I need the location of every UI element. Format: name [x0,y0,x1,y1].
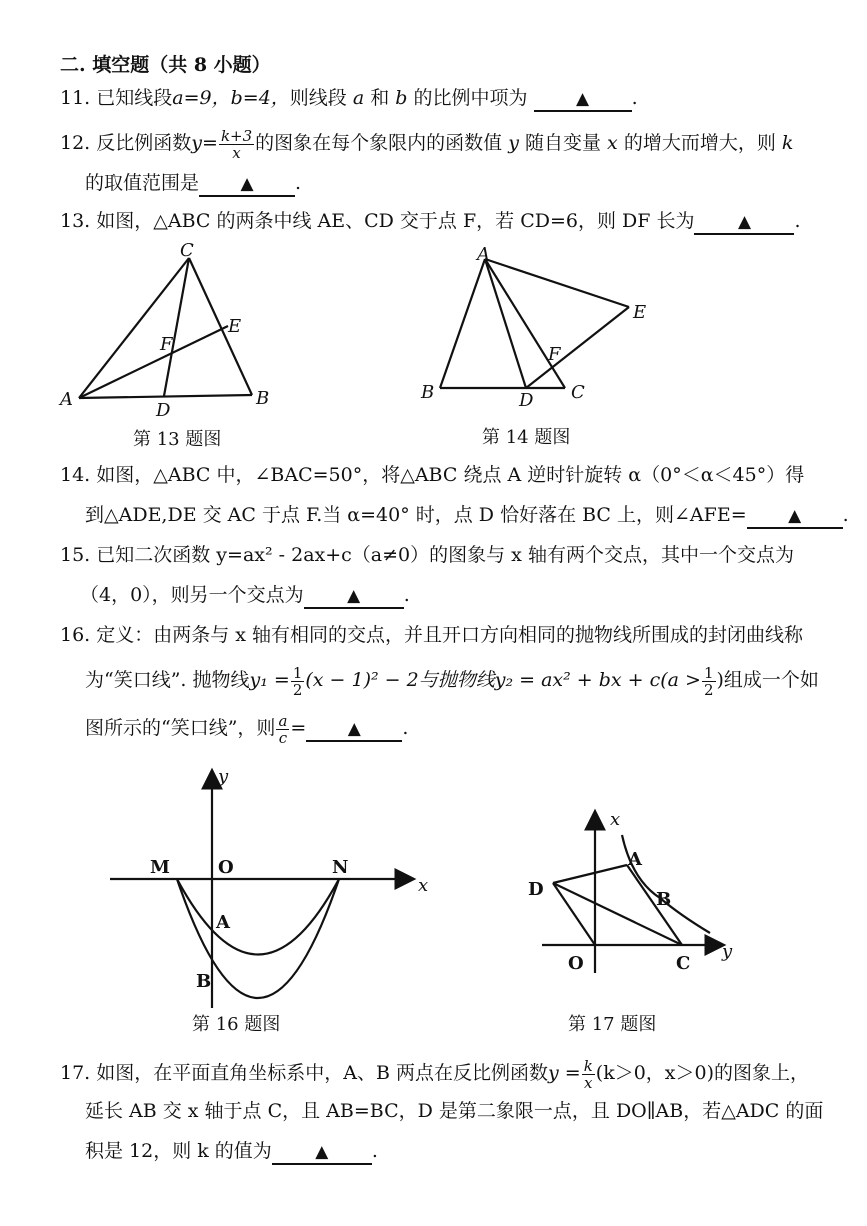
q12-k: k [781,132,794,154]
answer-blank-14[interactable] [747,504,843,529]
fig17-label-O: O [568,953,584,974]
fig13-label-B: B [256,388,270,409]
q16-half2: $\frac{1}{2}$ [703,663,714,699]
question-17-line3: 积是 12，则 k 的值为 ▲ . [85,1138,378,1165]
fig17-label-A: A [628,849,642,870]
fig13-label-C: C [180,240,194,261]
q11-text: 的比例中项为 [413,87,528,109]
fig14-label-A: A [477,244,490,265]
q17-text: 延长 AB 交 x 轴于点 C，且 AB=BC，D 是第二象限一点，且 DO∥AB，若△ADC 的面 [85,1100,824,1122]
fig16-label-A: A [216,912,230,933]
fig13-label-D: D [156,400,171,421]
question-16-line3: 图所示的“笑口线”，则 $\frac{a}{c}$ = ▲ . [85,711,409,747]
q16-half: $\frac{1}{2}$ [292,663,303,699]
q17-text: 如图，在平面直角坐标系中，A、B 两点在反比例函数 [96,1062,548,1084]
fig17-label-x: x [610,809,621,830]
answer-blank-17[interactable] [272,1140,372,1165]
fig16-label-M: M [150,857,170,878]
q13-text: 如图，△ABC 的两条中线 AE、CD 交于点 F，若 CD=6，则 DF 长为 [96,210,695,232]
question-11: 11. 已知线段a=9，b=4，则线段 a 和 b 的比例中项为 ▲ . [60,85,638,112]
q16-y1-rest: (x − 1)² − 2与抛物线 [305,669,495,691]
q12-y: y [508,132,519,154]
q16-text: 为“笑口线”. 抛物线 [85,669,250,691]
fig16-label-N: N [332,857,349,878]
triangle-marker: ▲ [737,212,752,232]
q11-text: 已知线段 [96,87,173,109]
q14-text: 到△ADE,DE 交 AC 于点 F.当 α=40° 时，点 D 恰好落在 BC 上，则∠AFE= [85,504,747,526]
answer-blank-16[interactable] [306,717,402,742]
question-12 [60,126,793,161]
q16-y1: y₁ = [249,669,290,691]
answer-blank-15[interactable] [304,584,404,609]
q11-text: 和 [370,87,390,109]
q16-text: )组成一个如 [716,669,819,691]
fig13-label-E: E [228,316,242,337]
q12-text: 的取值范围是 [85,172,200,194]
question-12-line2: 的取值范围是 ▲ . [85,170,301,197]
q17-k-over-x: $\frac{k}{x}$ [583,1056,593,1092]
question-13: 13. 如图，△ABC 的两条中线 AE、CD 交于点 F，若 CD=6，则 DF 长为 ▲ . [60,208,801,235]
q15-text: （4，0），则另一个交点为 [80,584,304,606]
question-17-line2 [85,1098,823,1124]
section-title: 二. 填空题（共 8 小题） [60,54,271,76]
q12-fraction: $\frac{k+3}{x}$ [220,126,253,162]
question-number: 15. [60,544,91,566]
question-number: 14. [60,464,91,486]
answer-blank-11[interactable] [534,87,632,112]
fig16-label-B: B [196,971,212,992]
fig17-label-B: B [656,889,672,910]
fig14-label-E: E [633,302,647,323]
fig14-label-F: F [548,344,561,365]
q11-b-eq: b=4， [230,87,290,109]
triangle-marker: ▲ [315,1142,329,1162]
fig14-label-D: D [519,390,534,411]
triangle-marker: ▲ [240,174,254,194]
question-number: 17. [60,1062,91,1084]
fig17-caption: 第 17 题图 [568,1014,657,1035]
question-15 [60,542,794,568]
fig14-caption: 第 14 题图 [482,427,571,448]
q11-a-eq: a=9， [172,87,231,109]
figure-14 [415,242,665,417]
fig14-label-B: B [421,382,435,403]
fig14-label-C: C [571,382,585,403]
figure-13 [50,240,290,425]
question-17 [60,1055,809,1091]
fig13-label-A: A [60,389,73,410]
fig17-label-C: C [676,953,691,974]
question-number: 13. [60,210,91,232]
q17-text: 积是 12，则 k 的值为 [85,1140,272,1162]
q17-text: (k＞0，x＞0)的图象上， [595,1062,810,1084]
triangle-marker: ▲ [788,506,802,526]
q12-text: 反比例函数 [96,132,192,154]
q16-text: 定义：由两条与 x 轴有相同的交点，并且开口方向相同的抛物线所围成的封闭曲线称 [96,624,804,646]
question-16 [60,622,803,648]
triangle-marker: ▲ [347,586,361,606]
q12-y-eq: y= [191,132,218,154]
question-number: 16. [60,624,91,646]
fig16-label-x: x [418,875,429,896]
q12-text: 的图象在每个象限内的函数值 [255,132,503,154]
question-number: 11. [60,87,91,109]
answer-blank-12[interactable] [199,172,295,197]
q11-text: 则线段 [289,87,347,109]
triangle-marker: ▲ [347,719,361,739]
q16-eq: = [290,717,307,739]
figure-16 [100,760,440,1010]
fig13-caption: 第 13 题图 [133,429,222,450]
question-14-line2: 到△ADE,DE 交 AC 于点 F.当 α=40° 时，点 D 恰好落在 BC 上，则∠AFE= ▲ . [85,502,849,529]
fig13-label-F: F [160,334,173,355]
q16-a-over-c: $\frac{a}{c}$ [278,711,288,747]
q11-b: b [395,87,408,109]
fig16-label-O: O [218,857,234,878]
question-16-line2 [85,662,819,698]
answer-blank-13[interactable] [694,210,794,235]
q11-a: a [352,87,365,109]
fig17-label-D: D [528,879,544,900]
question-number: 12. [60,132,91,154]
fig17-label-y: y [722,941,733,962]
fig16-label-y: y [218,766,229,787]
question-15-line2: （4，0），则另一个交点为 ▲ . [80,582,410,609]
question-14 [60,462,804,488]
q15-text: 已知二次函数 y=ax² - 2ax+c（a≠0）的图象与 x 轴有两个交点，其中一个交点为 [96,544,794,566]
fig16-caption: 第 16 题图 [192,1014,281,1035]
triangle-marker: ▲ [576,89,590,109]
q12-x: x [607,132,618,154]
q12-text: 的增大而增大，则 [623,132,776,154]
figure-17 [520,805,740,980]
q16-y2: y₂ = ax² + bx + c(a > [494,669,701,691]
q14-text: 如图，△ABC 中，∠BAC=50°，将△ABC 绕点 A 逆时针旋转 α（0°＜α＜45°）得 [96,464,805,486]
q12-text: 随自变量 [524,132,601,154]
q16-text: 图所示的“笑口线”，则 [85,717,276,739]
q17-y-eq: y = [548,1062,581,1084]
